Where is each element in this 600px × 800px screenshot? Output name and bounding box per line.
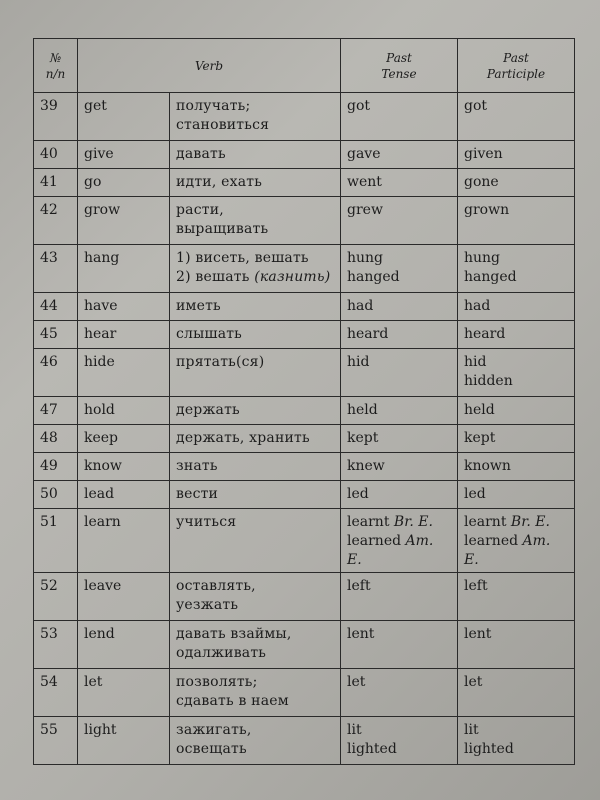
table-row bbox=[34, 93, 575, 141]
verb-translation: учиться bbox=[170, 509, 341, 573]
table-row bbox=[34, 397, 575, 425]
verb-translation: позволять; сдавать в наем bbox=[170, 669, 341, 717]
past-participle: heard bbox=[458, 321, 575, 349]
row-number: 44 bbox=[34, 293, 78, 321]
table-header-row bbox=[34, 39, 575, 93]
table-row bbox=[34, 141, 575, 169]
table-row bbox=[34, 197, 575, 245]
verb-english: know bbox=[78, 453, 170, 481]
table-row bbox=[34, 293, 575, 321]
table-row bbox=[34, 245, 575, 293]
table-row bbox=[34, 453, 575, 481]
verb-english: keep bbox=[78, 425, 170, 453]
past-participle: held bbox=[458, 397, 575, 425]
row-number: 41 bbox=[34, 169, 78, 197]
table-row bbox=[34, 169, 575, 197]
verb-english: have bbox=[78, 293, 170, 321]
verb-english: learn bbox=[78, 509, 170, 573]
past-participle: had bbox=[458, 293, 575, 321]
past-tense: lit lighted bbox=[341, 717, 458, 765]
row-number: 46 bbox=[34, 349, 78, 397]
verb-english: hide bbox=[78, 349, 170, 397]
table-row bbox=[34, 425, 575, 453]
table-row bbox=[34, 621, 575, 669]
past-participle: led bbox=[458, 481, 575, 509]
verb-english: get bbox=[78, 93, 170, 141]
past-participle: learnt Br. E. learned Am. E. bbox=[458, 509, 575, 573]
table-row bbox=[34, 509, 575, 573]
verb-translation: иметь bbox=[170, 293, 341, 321]
verb-english: light bbox=[78, 717, 170, 765]
past-tense: kept bbox=[341, 425, 458, 453]
verb-translation: слышать bbox=[170, 321, 341, 349]
row-number: 42 bbox=[34, 197, 78, 245]
past-participle: gone bbox=[458, 169, 575, 197]
past-tense: had bbox=[341, 293, 458, 321]
past-tense: held bbox=[341, 397, 458, 425]
past-tense: went bbox=[341, 169, 458, 197]
past-participle: let bbox=[458, 669, 575, 717]
row-number: 47 bbox=[34, 397, 78, 425]
verb-translation: прятать(ся) bbox=[170, 349, 341, 397]
header-past-tense: Past Tense bbox=[341, 39, 458, 93]
table-row bbox=[34, 669, 575, 717]
past-participle: hung hanged bbox=[458, 245, 575, 293]
past-participle: known bbox=[458, 453, 575, 481]
row-number: 55 bbox=[34, 717, 78, 765]
past-tense: grew bbox=[341, 197, 458, 245]
past-tense: got bbox=[341, 93, 458, 141]
table-row bbox=[34, 573, 575, 621]
verb-translation: держать bbox=[170, 397, 341, 425]
past-tense: heard bbox=[341, 321, 458, 349]
row-number: 51 bbox=[34, 509, 78, 573]
row-number: 43 bbox=[34, 245, 78, 293]
header-number: № n/n bbox=[34, 39, 78, 93]
irregular-verbs-table bbox=[33, 38, 575, 765]
verb-translation: зажигать, освещать bbox=[170, 717, 341, 765]
verb-translation: расти, выращивать bbox=[170, 197, 341, 245]
verb-english: go bbox=[78, 169, 170, 197]
past-participle: grown bbox=[458, 197, 575, 245]
verb-translation: держать, хранить bbox=[170, 425, 341, 453]
past-participle: given bbox=[458, 141, 575, 169]
past-participle: lent bbox=[458, 621, 575, 669]
verb-english: grow bbox=[78, 197, 170, 245]
row-number: 40 bbox=[34, 141, 78, 169]
verb-english: hang bbox=[78, 245, 170, 293]
verb-english: lead bbox=[78, 481, 170, 509]
row-number: 52 bbox=[34, 573, 78, 621]
past-tense: hung hanged bbox=[341, 245, 458, 293]
past-tense: gave bbox=[341, 141, 458, 169]
past-participle: got bbox=[458, 93, 575, 141]
past-tense: let bbox=[341, 669, 458, 717]
past-tense: learnt Br. E. learned Am. E. bbox=[341, 509, 458, 573]
past-tense: hid bbox=[341, 349, 458, 397]
verb-english: give bbox=[78, 141, 170, 169]
verb-translation: давать взаймы, одалживать bbox=[170, 621, 341, 669]
table-row bbox=[34, 321, 575, 349]
verb-translation: оставлять, уезжать bbox=[170, 573, 341, 621]
past-tense: led bbox=[341, 481, 458, 509]
table-row bbox=[34, 349, 575, 397]
verb-translation: давать bbox=[170, 141, 341, 169]
past-participle: lit lighted bbox=[458, 717, 575, 765]
verb-english: let bbox=[78, 669, 170, 717]
past-participle: hid hidden bbox=[458, 349, 575, 397]
verb-translation: вести bbox=[170, 481, 341, 509]
verb-english: hear bbox=[78, 321, 170, 349]
past-tense: left bbox=[341, 573, 458, 621]
past-tense: lent bbox=[341, 621, 458, 669]
row-number: 50 bbox=[34, 481, 78, 509]
past-tense: knew bbox=[341, 453, 458, 481]
row-number: 45 bbox=[34, 321, 78, 349]
header-verb: Verb bbox=[78, 39, 341, 93]
table-row bbox=[34, 717, 575, 765]
row-number: 39 bbox=[34, 93, 78, 141]
row-number: 53 bbox=[34, 621, 78, 669]
verb-english: lend bbox=[78, 621, 170, 669]
row-number: 48 bbox=[34, 425, 78, 453]
row-number: 54 bbox=[34, 669, 78, 717]
past-participle: kept bbox=[458, 425, 575, 453]
past-participle: left bbox=[458, 573, 575, 621]
verb-translation: получать; становиться bbox=[170, 93, 341, 141]
verb-translation: идти, ехать bbox=[170, 169, 341, 197]
row-number: 49 bbox=[34, 453, 78, 481]
table-row bbox=[34, 481, 575, 509]
verb-translation: знать bbox=[170, 453, 341, 481]
verb-english: leave bbox=[78, 573, 170, 621]
verb-english: hold bbox=[78, 397, 170, 425]
verb-translation: 1) висеть, вешать 2) вешать (казнить) bbox=[170, 245, 341, 293]
header-past-participle: Past Participle bbox=[458, 39, 575, 93]
